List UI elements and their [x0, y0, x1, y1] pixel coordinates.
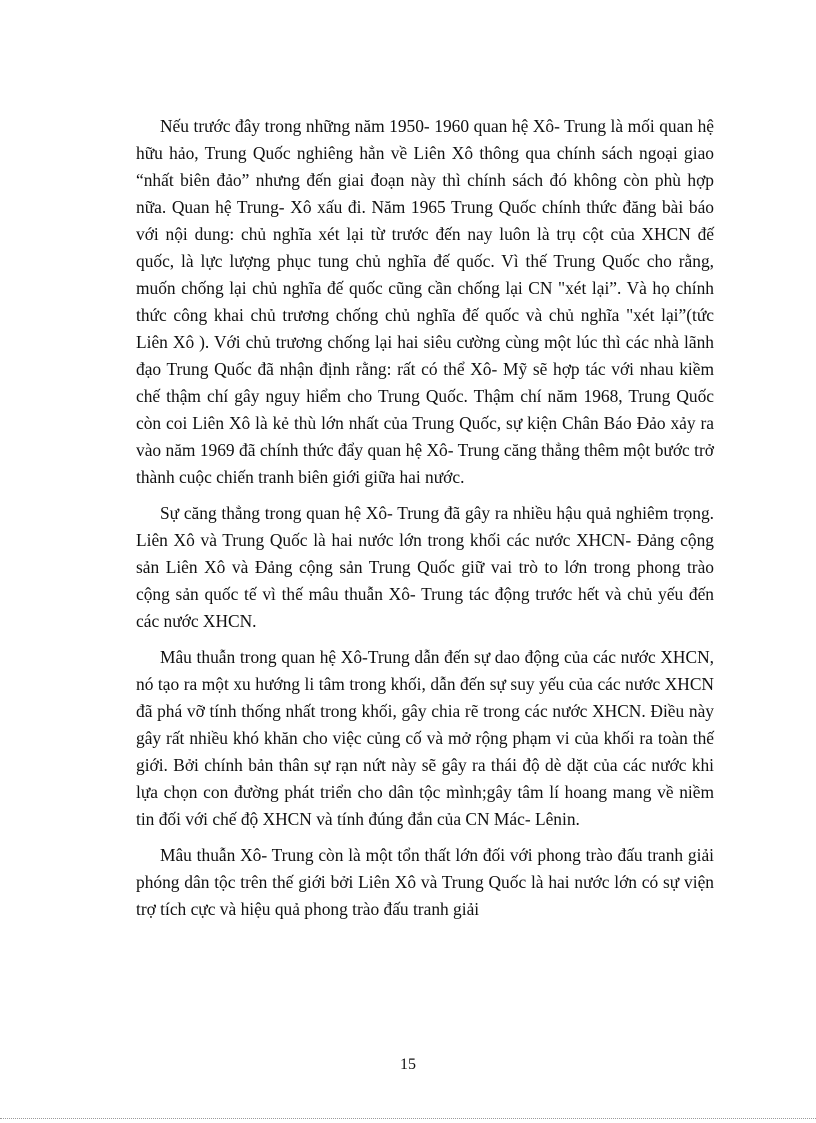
page-number: 15 [400, 1056, 416, 1073]
paragraph-2: Sự căng thẳng trong quan hệ Xô- Trung đã gây ra nhiều hậu quả nghiêm trọng. Liên Xô và Trung Quốc là hai nước lớn trong khối các nước XHCN- Đảng cộng sản Liên Xô và Đảng cộng sản Trung Quốc giữ vai trò to lớn trong phong trào cộng sản quốc tế vì thế mâu thuẫn Xô- Trung tác động trước hết và chủ yếu đến các nước XHCN. [136, 503, 714, 631]
body-text [136, 113, 714, 932]
paragraph-1: Nếu trước đây trong những năm 1950- 1960 quan hệ Xô- Trung là mối quan hệ hữu hảo, Trung Quốc nghiêng hẳn về Liên Xô thông qua chính sách ngoại giao “nhất biên đảo” nhưng đến giai đoạn này thì chính sách đó không còn phù hợp nữa. Quan hệ Trung- Xô xấu đi. Năm 1965 Trung Quốc chính thức đăng bài báo với nội dung: chủ nghĩa xét lại từ trước đến nay luôn là trụ cột của XHCN đế quốc, là lực lượng phục tung chủ nghĩa đế quốc. Vì thế Trung Quốc cho rằng, muốn chống lại chủ nghĩa đế quốc cũng cần chống lại CN "xét lại”. Và họ chính thức công khai chủ trương chống chủ nghĩa đế quốc và chủ nghĩa "xét lại”(tức Liên Xô ). Với chủ trương chống lại hai siêu cường cùng một lúc thì các nhà lãnh đạo Trung Quốc đã nhận định rằng: rất có thể Xô- Mỹ sẽ hợp tác với nhau kiềm chế thậm chí gây nguy hiểm cho Trung Quốc. Thậm chí năm 1968, Trung Quốc còn coi Liên Xô là kẻ thù lớn nhất của Trung Quốc, sự kiện Chân Báo Đảo xảy ra vào năm 1969 đã chính thức đẩy quan hệ Xô- Trung căng thẳng thêm một bước trở thành cuộc chiến tranh biên giới giữa hai nước. [136, 116, 714, 487]
paragraph-4: Mâu thuẫn Xô- Trung còn là một tổn thất lớn đối với phong trào đấu tranh giải phóng dân tộc trên thế giới bởi Liên Xô và Trung Quốc là hai nước lớn có sự viện trợ tích cực và hiệu quả phong trào đấu tranh giải [136, 845, 714, 919]
paragraph-3: Mâu thuẫn trong quan hệ Xô-Trung dẫn đến sự dao động của các nước XHCN, nó tạo ra một xu hướng li tâm trong khối, dẫn đến sự suy yếu của các nước XHCN đã phá vỡ tính thống nhất trong khối, gây chia rẽ trong các nước XHCN. Điều này gây rất nhiều khó khăn cho việc củng cố và mở rộng phạm vi của khối ra toàn thế giới. Bởi chính bản thân sự rạn nứt này sẽ gây ra thái độ dè dặt của các nước khi lựa chọn con đường phát triển cho dân tộc mình;gây tâm lí hoang mang về niềm tin đối với chế độ XHCN và tính đúng đắn của CN Mác- Lênin. [136, 647, 714, 829]
page-bottom-border [0, 1118, 816, 1119]
